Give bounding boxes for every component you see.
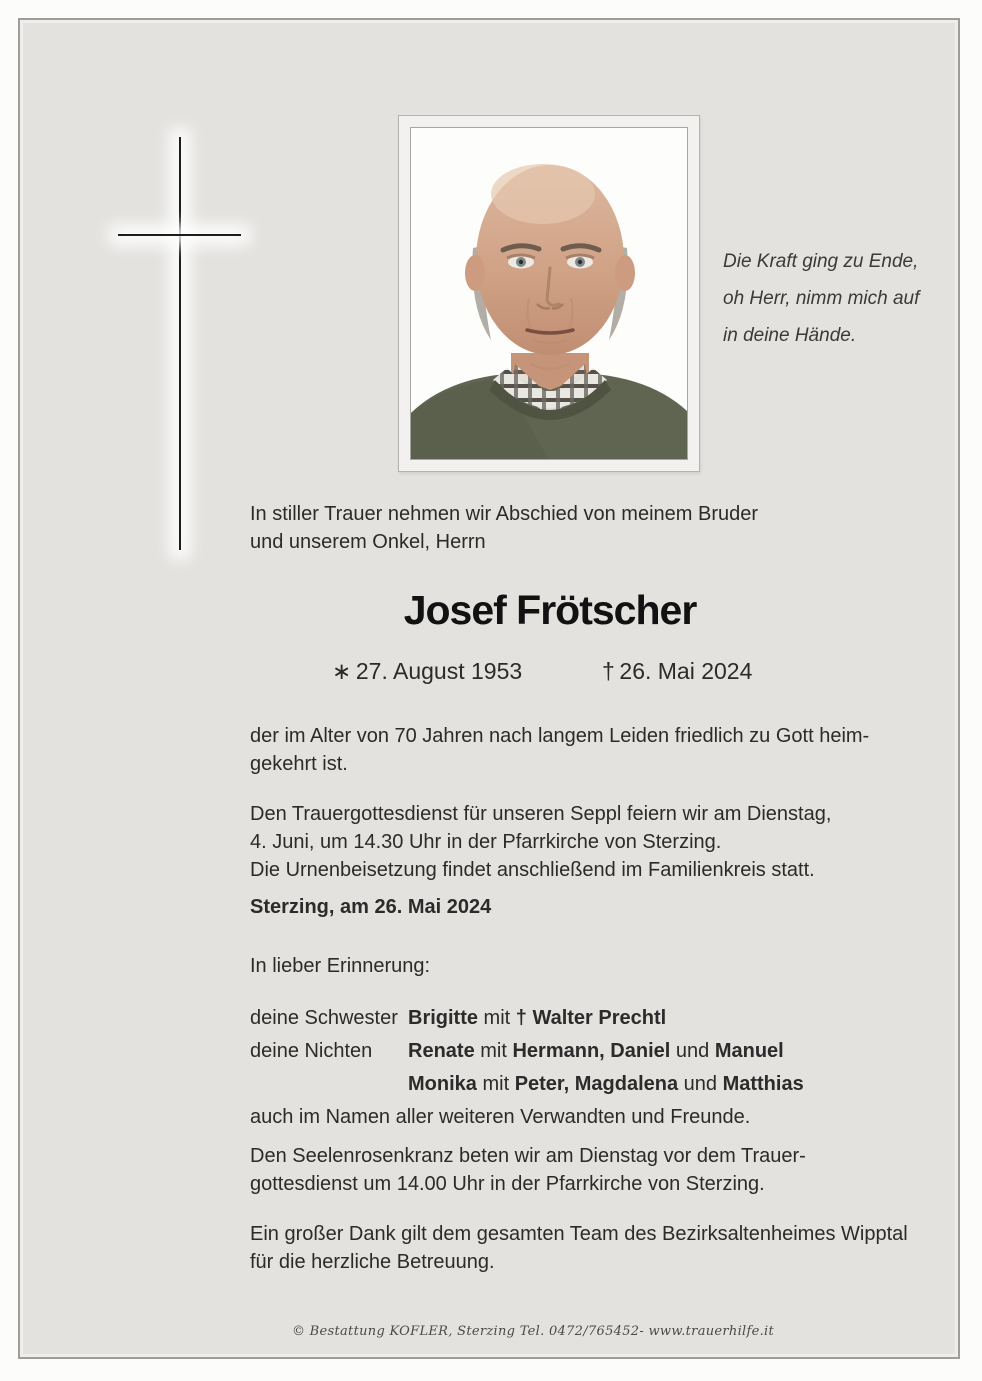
deceased-name: Josef Frötscher [403, 587, 697, 633]
thanks-line: für die herzliche Betreuung. [250, 1251, 495, 1273]
life-dates [250, 658, 850, 692]
relative-row [250, 1068, 920, 1101]
verse-line: in deine Hände. [723, 325, 857, 346]
thanks-paragraph [250, 1220, 920, 1276]
passing-line: der im Alter von 70 Jahren nach langem Leiden friedlich zu Gott heim- [250, 725, 870, 747]
relative-row [250, 1002, 920, 1035]
service-line: Den Trauergottesdienst für unseren Seppl feiern wir am Dienstag, [250, 803, 832, 825]
birth-date: ∗ 27. August 1953 [332, 658, 523, 684]
relative-relation: deine Schwester [250, 1007, 398, 1029]
relative-relation: deine Nichten [250, 1040, 373, 1062]
relative-names: Monika mit Peter, Magdalena und Matthias [408, 1073, 804, 1095]
intro-paragraph [250, 500, 920, 556]
birth-star-icon: ∗ [332, 658, 352, 684]
relative-row [250, 1035, 920, 1068]
service-line: Die Urnenbeisetzung findet anschließend im Familienkreis statt. [250, 859, 815, 881]
relative-names: Renate mit Hermann, Daniel und Manuel [408, 1040, 784, 1062]
rosary-line: gottesdienst um 14.00 Uhr in der Pfarrkirche von Sterzing. [250, 1173, 765, 1195]
verse-line: oh Herr, nimm mich auf [723, 288, 920, 309]
relatives-list [250, 1002, 920, 1134]
rosary-paragraph [250, 1142, 920, 1198]
memorial-verse [723, 243, 933, 354]
service-line: 4. Juni, um 14.30 Uhr in der Pfarrkirche von Sterzing. [250, 831, 722, 853]
relative-names: Brigitte mit † Walter Prechtl [408, 1007, 667, 1029]
funeral-home-credit: © Bestattung KOFLER, Sterzing Tel. 0472/765452- www.trauerhilfe.it [291, 1324, 775, 1339]
rosary-line: Den Seelenrosenkranz beten wir am Dienstag vor dem Trauer- [250, 1145, 806, 1167]
place-dateline: Sterzing, am 26. Mai 2024 [250, 896, 492, 918]
passing-line: gekehrt ist. [250, 753, 348, 775]
portrait-illustration [411, 128, 688, 460]
portrait-photo [410, 127, 688, 460]
remembrance-heading: In lieber Erinnerung: [250, 955, 431, 977]
verse-line: Die Kraft ging zu Ende, [723, 251, 919, 272]
relatives-closing: auch im Namen aller weiteren Verwandten und Freunde. [250, 1106, 751, 1128]
intro-line: In stiller Trauer nehmen wir Abschied von meinem Bruder [250, 503, 759, 525]
death-date: † 26. Mai 2024 [602, 658, 753, 684]
service-paragraph [250, 800, 920, 884]
cross-horizontal-bar [118, 234, 241, 236]
thanks-line: Ein großer Dank gilt dem gesamten Team des Bezirksaltenheimes Wipptal [250, 1223, 908, 1245]
passing-paragraph [250, 722, 920, 778]
intro-line: und unserem Onkel, Herrn [250, 531, 486, 553]
portrait-photo-frame [398, 115, 700, 472]
cross-vertical-bar [179, 137, 181, 550]
relative-relation [250, 1068, 408, 1101]
death-cross-icon: † [602, 658, 615, 684]
